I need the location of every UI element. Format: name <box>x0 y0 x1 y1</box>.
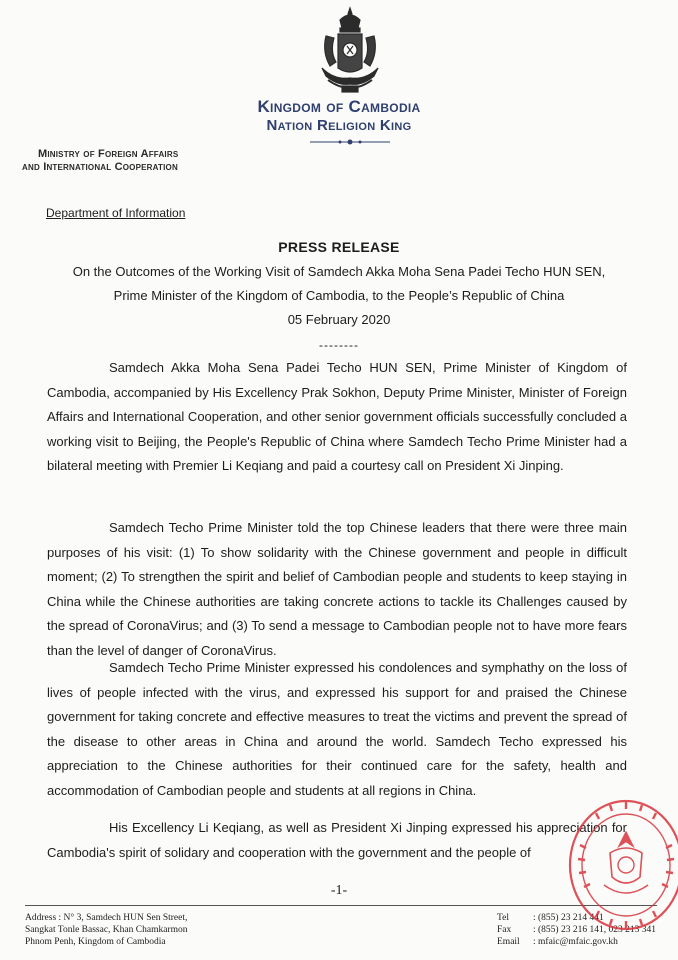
footer-divider <box>25 905 657 906</box>
body-paragraph: Samdech Akka Moha Sena Padei Techo HUN SEN, Prime Minister of Kingdom of Cambodia, accompanied by His Excellency Prak Sokhon, Deputy Prime Minister, Minister of Foreign Affairs and International Cooperation, and other senior government officials successfully concluded a working visit to Beijing, the People's Republic of China where Samdech Techo Prime Minister had a bilateral meeting with Premier Li Keqiang and paid a courtesy call on President Xi Jinping. <box>47 360 627 474</box>
tel-value: : (855) 23 214 441 <box>533 913 604 923</box>
national-motto: Nation Religion King <box>266 117 412 134</box>
address-line: N° 3, Samdech HUN Sen Street, <box>63 913 188 923</box>
separator-line: -------- <box>319 338 359 352</box>
email-label: Email <box>497 937 520 947</box>
press-release-subtitle: On the Outcomes of the Working Visit of Samdech Akka Moha Sena Padei Techo HUN SEN, <box>72 264 606 279</box>
press-release-subtitle-continued: Prime Minister of the Kingdom of Cambodia, to the People’s Republic of China <box>113 288 565 303</box>
royal-emblem-icon <box>314 6 386 98</box>
ornament-divider-icon <box>308 138 392 146</box>
ministry-name-continued: and International Cooperation <box>22 161 178 173</box>
footer-address <box>25 912 187 948</box>
release-date: 05 February 2020 <box>287 312 391 327</box>
body-paragraph: Samdech Techo Prime Minister told the top Chinese leaders that there were three main purposes of his visit: (1) To show solidarity with the Chinese government and people in difficult moment; (2) To strengthen the spirit and belief of Cambodian people and students to keep staying in China while the Chinese authorities are taking concrete actions to tackle its Challenges caused by the spread of CoronaVirus; and (3) To send a message to Cambodian people not to have more fears than the level of danger of CoronaVirus. <box>47 520 627 658</box>
official-seal-icon <box>566 793 678 933</box>
address-line: Sangkat Tonle Bassac, Khan Chamkarmon <box>25 925 188 935</box>
tel-label: Tel <box>497 913 509 923</box>
fax-label: Fax <box>497 925 512 935</box>
email-value: : mfaic@mfaic.gov.kh <box>533 937 618 947</box>
address-line: Phnom Penh, Kingdom of Cambodia <box>25 937 166 947</box>
page-number: -1- <box>330 883 348 898</box>
kingdom-heading: Kingdom of Cambodia <box>257 97 421 116</box>
ministry-name: Ministry of Foreign Affairs <box>38 148 179 160</box>
department-label: Department of Information <box>46 206 186 220</box>
body-paragraph: Samdech Techo Prime Minister expressed his condolences and symphathy on the loss of lives of people infected with the virus, and expressed his support for and praised the Chinese government for taking concrete and effective measures to treat the victims and prevent the spread of the disease to other areas in China and around the world. Samdech Techo expressed his appreciation to the Chinese authorities for their continued care for the safety, health and accommodation of Cambodian people and students at all regions in China. <box>47 660 627 798</box>
fax-value: : (855) 23 216 141, 023 213 341 <box>533 925 656 935</box>
address-label: Address : <box>25 913 62 923</box>
press-release-title: PRESS RELEASE <box>278 239 400 255</box>
body-paragraph: His Excellency Li Keqiang, as well as President Xi Jinping expressed his appreciation for Cambodia's spirit of solidary and cooperation with the government and the people of <box>47 820 627 860</box>
